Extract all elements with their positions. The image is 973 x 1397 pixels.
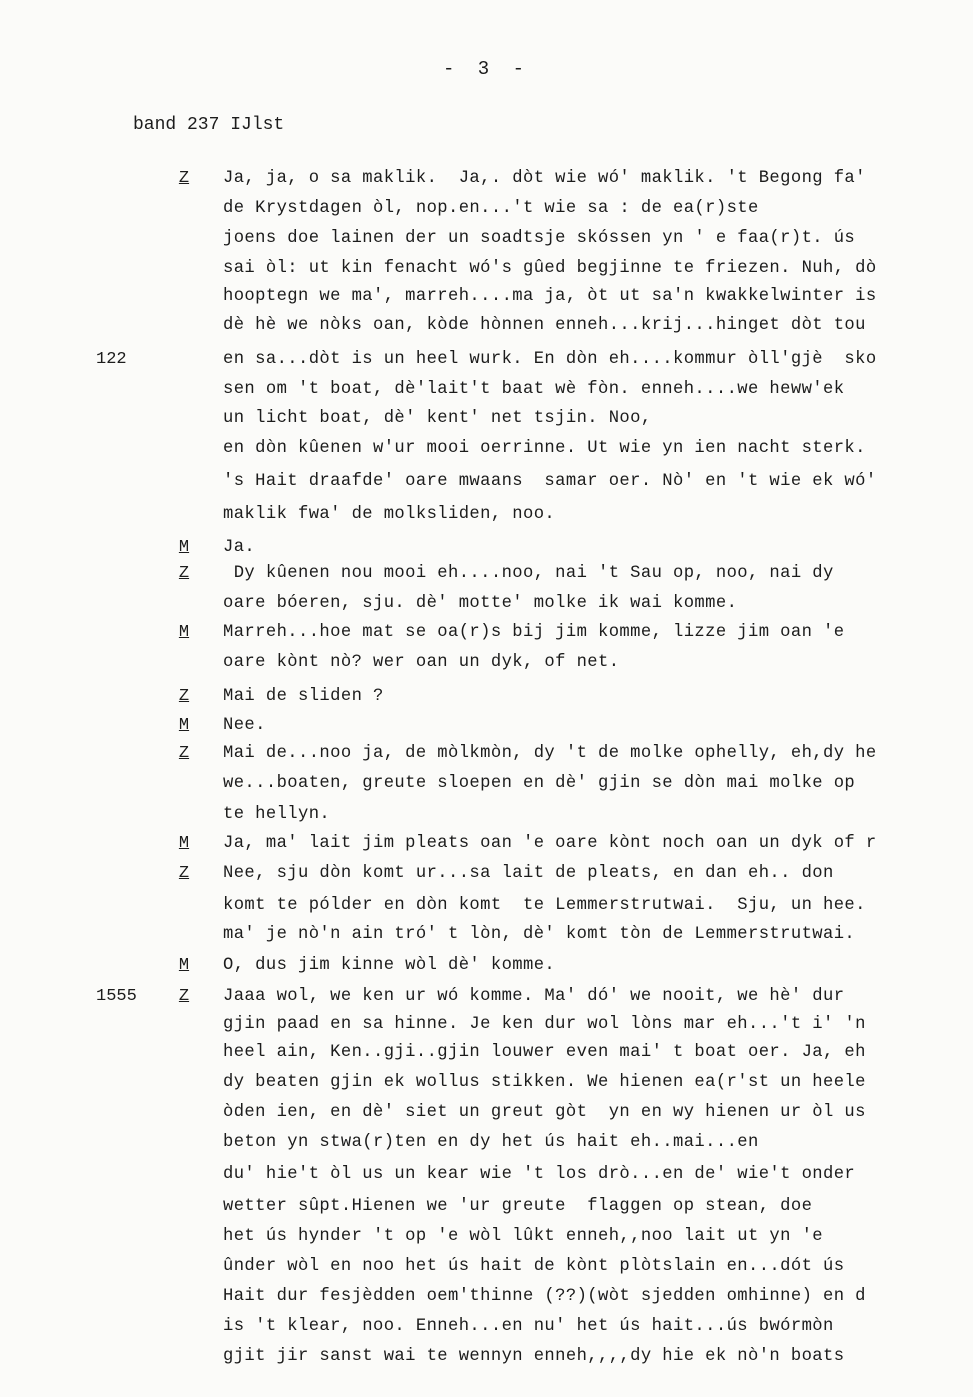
transcript-line <box>0 1103 973 1133</box>
line-text: Hait dur fesjèdden oem'thinne (??)(wòt sjedden omhinne) en d <box>223 1287 866 1306</box>
line-text: dy beaten gjin ek wollus stikken. We hienen ea(r'st un heele <box>223 1073 866 1092</box>
transcript-line <box>0 287 973 317</box>
line-text: Marreh...hoe mat se oa(r)s bij jim komme, lizze jim oan 'e <box>223 623 845 642</box>
line-text: de Krystdagen òl, nop.en...'t wie sa : de ea(r)ste <box>223 199 770 218</box>
transcript-line <box>0 1347 973 1377</box>
transcript-line <box>0 1227 973 1257</box>
line-text: dè hè we nòks oan, kòde hònnen enneh...krij...hinget dòt tou <box>223 316 866 335</box>
line-text: Nee. <box>223 716 266 735</box>
line-text: Mai de sliden ? <box>223 687 384 706</box>
speaker-mark: Z <box>178 564 190 583</box>
line-text: Ja, ja, o sa maklik. Ja,. dòt wie wó' maklik. 't Begong fa' <box>223 169 866 188</box>
line-text: Jaaa wol, we ken ur wó komme. Ma' dó' we nooit, we hè' dur <box>223 987 845 1006</box>
line-counter: 1555 <box>96 987 137 1006</box>
line-text: komt te pólder en dòn komt te Lemmerstrutwai. Sju, un hee. <box>223 896 866 915</box>
line-text: wetter sûpt.Hienen we 'ur greute flaggen op stean, doe <box>223 1197 813 1216</box>
line-text: maklik fwa' de molksliden, noo. <box>223 505 556 524</box>
line-text: heel ain, Ken..gji..gjin louwer even mai' t boat oer. Ja, eh <box>223 1043 866 1062</box>
line-text: beton yn stwa(r)ten en dy het ús hait eh..mai...en <box>223 1133 770 1152</box>
speaker-mark: M <box>178 538 190 557</box>
transcript-line <box>0 316 973 346</box>
transcript-line <box>0 653 973 683</box>
line-text: Mai de...noo ja, de mòlkmòn, dy 't de molke ophelly, eh,dy he <box>223 744 877 763</box>
line-text: joens doe lainen der un soadtsje skóssen yn ' e faa(r)t. ús <box>223 229 866 248</box>
transcript-line <box>0 472 973 502</box>
speaker-mark: Z <box>178 687 190 706</box>
transcript-line <box>0 380 973 410</box>
page-number: - 3 - <box>442 58 530 80</box>
transcript-line <box>0 259 973 289</box>
transcript-line <box>0 1197 973 1227</box>
transcript-line <box>0 774 973 804</box>
transcript-line <box>0 505 973 535</box>
speaker-mark: M <box>178 716 190 735</box>
transcript-line <box>0 1015 973 1045</box>
transcript-line <box>0 1317 973 1347</box>
line-text: we...boaten, greute sloepen en dè' gjin se dòn mai molke op <box>223 774 856 793</box>
speaker-mark: M <box>178 834 190 853</box>
line-text: het ús hynder 't op 'e wòl lûkt enneh,,noo lait ut yn 'e <box>223 1227 823 1246</box>
line-text: en sa...dòt is un heel wurk. En dòn eh....kommur òll'gjè sko <box>223 350 877 369</box>
line-text: sen om 't boat, dè'lait't baat wè fòn. enneh....we heww'ek <box>223 380 845 399</box>
transcript-line <box>0 925 973 955</box>
speaker-mark: Z <box>178 864 190 883</box>
transcript-line <box>0 1073 973 1103</box>
transcript-line <box>0 687 973 717</box>
line-text: gjit jir sanst wai te wennyn enneh,,,,dy hie ek nò'n boats <box>223 1347 845 1366</box>
transcript-line <box>0 1257 973 1287</box>
transcript-line <box>0 229 973 259</box>
speaker-mark: Z <box>178 169 190 188</box>
speaker-mark: M <box>178 623 190 642</box>
transcript-line <box>0 409 973 439</box>
transcript-line <box>0 716 973 746</box>
speaker-mark: M <box>178 956 190 975</box>
line-text: oare bóeren, sju. dè' motte' molke ik wai komme. <box>223 594 738 613</box>
line-counter: 122 <box>96 350 127 369</box>
speaker-mark: Z <box>178 744 190 763</box>
transcript-line <box>0 594 973 624</box>
line-text: Nee, sju dòn komt ur...sa lait de pleats, en dan eh.. don <box>223 864 845 883</box>
transcript-line <box>0 169 973 199</box>
transcript-line <box>0 1043 973 1073</box>
line-text: gjin paad en sa hinne. Je ken dur wol lòns mar eh...'t i' 'n <box>223 1015 866 1034</box>
transcript-line <box>0 1165 973 1195</box>
transcript-line <box>0 987 973 1017</box>
transcript-line <box>0 350 973 380</box>
line-text: Dy kûenen nou mooi eh....noo, nai 't Sau op, noo, nai dy <box>223 564 834 583</box>
transcript-line <box>0 439 973 469</box>
line-text: un licht boat, dè' kent' net tsjin. Noo, <box>223 409 652 428</box>
transcript-line <box>0 956 973 986</box>
transcript-line <box>0 896 973 926</box>
line-text: oare kònt nò? wer oan un dyk, of net. <box>223 653 620 672</box>
transcript-line <box>0 1287 973 1317</box>
line-text: òden ien, en dè' siet un greut gòt yn en wy hienen ur òl us <box>223 1103 866 1122</box>
tape-header: band 237 IJlst <box>133 115 285 135</box>
line-text: sai òl: ut kin fenacht wó's gûed begjinne te friezen. Nuh, dò <box>223 259 877 278</box>
transcript-line <box>0 1133 973 1163</box>
transcript-line <box>0 564 973 594</box>
line-text: en dòn kûenen w'ur mooi oerrinne. Ut wie yn ien nacht sterk. <box>223 439 866 458</box>
transcript-line <box>0 744 973 774</box>
line-text: hooptegn we ma', marreh....ma ja, òt ut sa'n kwakkelwinter is <box>223 287 877 306</box>
line-text: ma' je nò'n ain tró' t lòn, dè' komt tòn de Lemmerstrutwai. <box>223 925 856 944</box>
line-text: O, dus jim kinne wòl dè' komme. <box>223 956 556 975</box>
speaker-mark: Z <box>178 987 190 1006</box>
line-text: Ja, ma' lait jim pleats oan 'e oare kònt noch oan un dyk of r <box>223 834 877 853</box>
transcript-line <box>0 834 973 864</box>
transcript-line <box>0 623 973 653</box>
line-text: ûnder wòl en noo het ús hait de kònt plòtslain en...dót ús <box>223 1257 845 1276</box>
transcript-line <box>0 805 973 835</box>
transcript-line <box>0 199 973 229</box>
line-text: 's Hait draafde' oare mwaans samar oer. Nò' en 't wie ek wó' <box>223 472 877 491</box>
line-text: is 't klear, noo. Enneh...en nu' het ús hait...ús bwórmòn <box>223 1317 834 1336</box>
line-text: te hellyn. <box>223 805 331 824</box>
line-text: du' hie't òl us un kear wie 't los drò...en de' wie't onder <box>223 1165 856 1184</box>
line-text: Ja. <box>223 538 256 557</box>
transcript-line <box>0 864 973 894</box>
